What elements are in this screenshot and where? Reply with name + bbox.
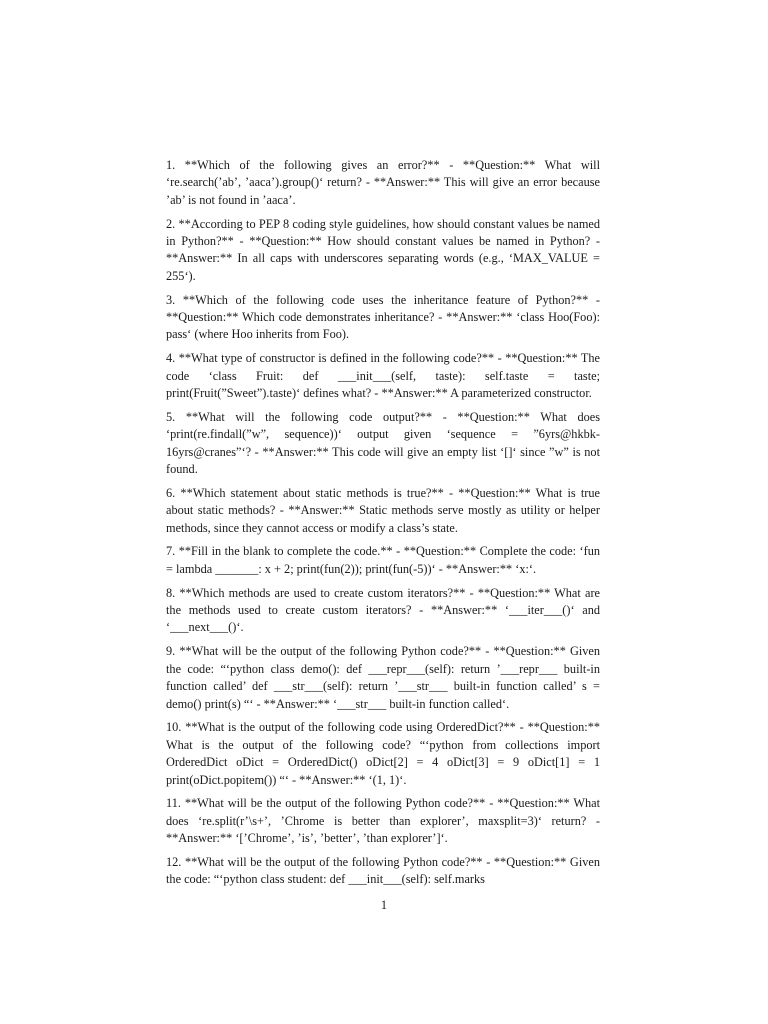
page-number: 1 [380, 898, 388, 912]
question-item-12: 12. **What will be the output of the following Python code?** - **Question:** Given the code: “‘python class student: def ___init___(self): self.marks [166, 854, 600, 887]
document-body [166, 157, 600, 895]
question-item-2: 2. **According to PEP 8 coding style guidelines, how should constant values be named in Python?** - **Question:** How should constant values be named in Python? - **Answer:** In all caps with underscores separating words (e.g., ‘MAX_VALUE = 255‘). [166, 216, 600, 283]
question-item-4: 4. **What type of constructor is defined in the following code?** - **Question:** The code ‘class Fruit: def ___init___(self, taste): self.taste = taste; print(Fruit(”Sweet”).taste)‘ defines what? - **Answer:** A parameterized constructor. [166, 351, 600, 401]
question-item-5: 5. **What will the following code output?** - **Question:** What does ‘print(re.findall(”w”, sequence))‘ output given ‘sequence = ”6yrs@hkbk-16yrs@cranes”‘? - **Answer:** This code will give an empty list ‘[]‘ since ”w” is not found. [166, 409, 600, 477]
question-item-9: 9. **What will be the output of the following Python code?** - **Question:** Given the code: “‘python class demo(): def ___repr___(self): return ’___repr___ built-in function called’ def ___str___(self): return ’___str___ built-in function called’ s = demo() print(s) “‘ - **Answer:** ‘___str___ built-in function called‘. [166, 644, 600, 711]
question-item-10: 10. **What is the output of the following code using OrderedDict?** - **Question:** What is the output of the following code? “‘python from collections import OrderedDict oDict = OrderedDict() oDict[2] = 4 oDict[3] = 9 oDict[1] = 1 print(oDict.popitem()) “‘ - **Answer:** ‘(1, 1)‘. [166, 720, 600, 787]
question-item-3: 3. **Which of the following code uses the inheritance feature of Python?** - **Question:** Which code demonstrates inheritance? - **Answer:** ‘class Hoo(Foo): pass‘ (where Hoo inherits from Foo). [166, 292, 600, 342]
question-item-11: 11. **What will be the output of the following Python code?** - **Question:** What does ‘re.split(r’\s+’, ’Chrome is better than explorer’, maxsplit=3)‘ return? - **Answer:** ‘[’Chrome’, ’is’, ’better’, ’than explorer’]‘. [166, 796, 600, 846]
question-item-6: 6. **Which statement about static methods is true?** - **Question:** What is true about static methods? - **Answer:** Static methods serve mostly as utility or helper methods, since they cannot access or modify a class’s state. [166, 485, 600, 535]
question-item-1: 1. **Which of the following gives an error?** - **Question:** What will ‘re.search(’ab’, ’aaca’).group()‘ return? - **Answer:** This will give an error because ’ab’ is not found in ’aaca’. [166, 158, 600, 207]
question-item-8: 8. **Which methods are used to create custom iterators?** - **Question:** What are the methods used to create custom iterators? - **Answer:** ‘___iter___()‘ and ‘___next___()‘. [166, 585, 600, 635]
question-item-7: 7. **Fill in the blank to complete the code.** - **Question:** Complete the code: ‘fun = lambda _______: x + 2; print(fun(2)); print(fun(-5))‘ - **Answer:** ‘x:‘. [166, 544, 600, 576]
